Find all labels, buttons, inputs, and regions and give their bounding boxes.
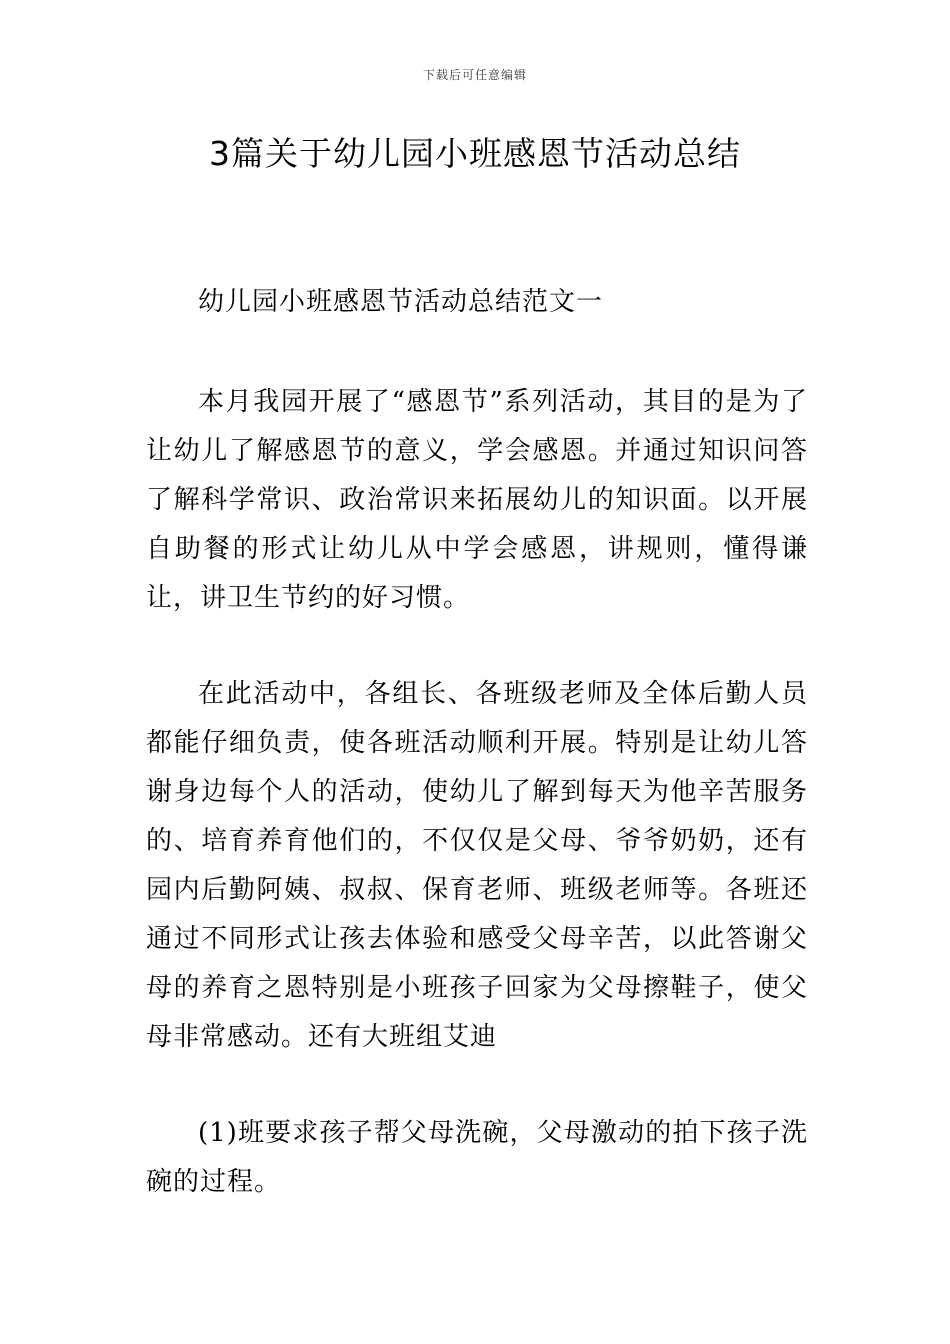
- paragraph-2: 在此活动中，各组长、各班级老师及全体后勤人员都能仔细负责，使各班活动顺利开展。特别是让幼儿答谢身边每个人的活动，使幼儿了解到每天为他辛苦服务的、培育养育他们的，不仅仅是父母、爷爷奶奶，还有园内后勤阿姨、叔叔、保育老师、班级老师等。各班还通过不同形式让孩去体验和感受父母辛苦，以此答谢父母的养育之恩特别是小班孩子回家为父母擦鞋子，使父母非常感动。还有大班组艾迪: [146, 679, 808, 1052]
- paragraph-3: (1)班要求孩子帮父母洗碗，父母激动的拍下孩子洗碗的过程。: [146, 1118, 808, 1197]
- header-note: 下载后可任意编辑: [422, 68, 527, 82]
- paragraph-1: 本月我园开展了“感恩节”系列活动，其目的是为了让幼儿了解感恩节的意义，学会感恩。并通过知识问答了解科学常识、政治常识来拓展幼儿的知识面。以开展自助餐的形式让幼儿从中学会感恩，讲规则，懂得谦让，讲卫生节约的好习惯。: [146, 387, 808, 613]
- section-heading: 幼儿园小班感恩节活动总结范文一: [198, 287, 604, 317]
- document-title: 3篇关于幼儿园小班感恩节活动总结: [209, 134, 741, 173]
- document-body: [146, 278, 808, 1254]
